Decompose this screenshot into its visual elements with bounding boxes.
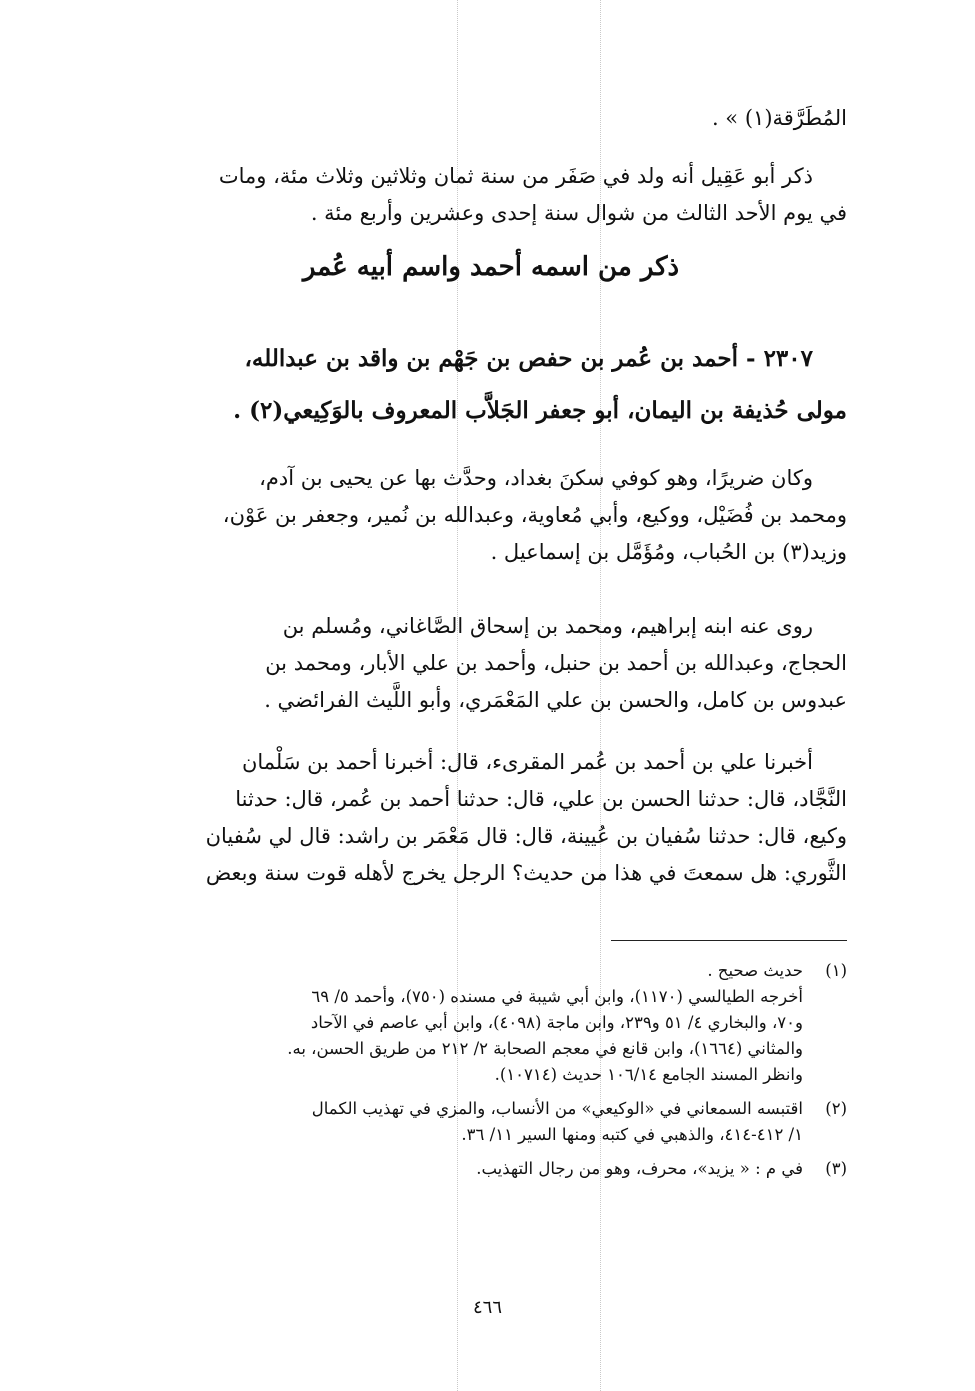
text-line: في يوم الأحد الثالث من شوال سنة إحدى وعشرين وأربع مئة . [310, 201, 847, 225]
footnote-line: في م : « يزيد»، محرف، وهو من رجال التهذيب. [476, 1159, 803, 1178]
footnote-number: (٣) [825, 1159, 847, 1178]
continued-text-line: المُطَرَّقة(١) » . [711, 106, 847, 130]
text-line: وكيع، قال: حدثنا سُفيان بن عُيينة، قال: قال مَعْمَر بن راشد: قال لي سُفيان [205, 824, 847, 848]
text-line: الثَّوري: هل سمعتَ في هذا من حديث؟ الرجل يخرج لأهله قوت سنة وبعض [205, 861, 847, 885]
text-line: الحجاج، وعبدالله بن أحمد بن حنبل، وأحمد بن علي الأبار، ومحمد بن [265, 651, 847, 675]
paragraph-isnad [135, 744, 847, 892]
footnote-separator [611, 940, 847, 941]
footnote-body [135, 958, 803, 1088]
footnote-3 [135, 1156, 847, 1182]
page-number: ٤٦٦ [472, 1297, 502, 1318]
text-line: وزيد(٣) بن الحُباب، ومُؤَمَّل بن إسماعيل . [490, 540, 847, 564]
text-line: أخبرنا علي بن أحمد بن عُمر المقرىء، قال: أخبرنا أحمد بن سَلْمان [241, 750, 813, 774]
section-heading: ذكر من اسمه أحمد واسم أبيه عُمر [302, 252, 680, 282]
text-line: وكان ضريرًا، وهو كوفي سكنَ بغداد، وحدَّث بها عن يحيى بن آدم، [259, 466, 813, 490]
footnote-line: والمثاني (١٦٦٤)، وابن قانع في معجم الصحابة ٢/ ٢١٢ من طريق الحسن، به. [287, 1039, 803, 1058]
footnote-line: ١/ ٤١٢-٤١٤، والذهبي في كتبه ومنها السير ١١/ ٣٦. [461, 1125, 803, 1144]
footnote-2 [135, 1096, 847, 1148]
footnote-line: و٧٠، والبخاري ٤/ ٥١ و٢٣٩، وابن ماجة (٤٠٩٨)، وابن أبي عاصم في الآحاد [310, 1013, 803, 1032]
paragraph-birth-death [135, 158, 847, 232]
footnote-line: وانظر المسند الجامع ١٠٦/١٤ حديث (١٠٧١٤). [494, 1065, 803, 1084]
entry-header [135, 333, 847, 437]
paragraph-biography [135, 460, 847, 571]
footnote-line: أخرجه الطيالسي (١١٧٠)، وابن أبي شيبة في مسنده (٧٥٠)، وأحمد ٥/ ٦٩ [311, 987, 803, 1006]
text-line: روى عنه ابنه إبراهيم، ومحمد بن إسحاق الصَّاغاني، ومُسلم بن [282, 614, 813, 638]
footnotes [135, 958, 847, 1190]
footnote-body [135, 1156, 803, 1182]
text-line: عبدوس بن كامل، والحسن بن علي المَعْمَري، وأبو اللَّيث الفرائضي . [264, 688, 847, 712]
footnote-line: اقتبسه السمعاني في «الوكيعي» من الأنساب، والمزي في تهذيب الكمال [311, 1099, 803, 1118]
footnote-body [135, 1096, 803, 1148]
entry-header-line: ٢٣٠٧ - أحمد بن عُمر بن حفص بن جَهْم بن واقد بن عبدالله، [244, 345, 813, 372]
text-line: ذكر أبو عَقِيل أنه ولد في صَفَر من سنة ثمان وثلاثين وثلاث مئة، ومات [218, 164, 813, 188]
text-line: ومحمد بن فُضَيْل، ووكيع، وأبي مُعاوية، وعبدالله بن نُمير، وجعفر بن عَوْن، [222, 503, 847, 527]
footnote-number: (١) [825, 961, 847, 980]
entry-header-line: مولى حُذيفة بن اليمان، أبو جعفر الجَلاَّب المعروف بالوَكِيعي(٢) . [233, 397, 847, 424]
footnote-1 [135, 958, 847, 1088]
footnote-line: حديث صحيح . [707, 961, 803, 980]
text-line: النَّجَّاد، قال: حدثنا الحسن بن علي، قال: حدثنا أحمد بن عُمر، قال: حدثنا [235, 787, 847, 811]
footnote-number: (٢) [825, 1099, 847, 1118]
paragraph-narrators [135, 608, 847, 719]
